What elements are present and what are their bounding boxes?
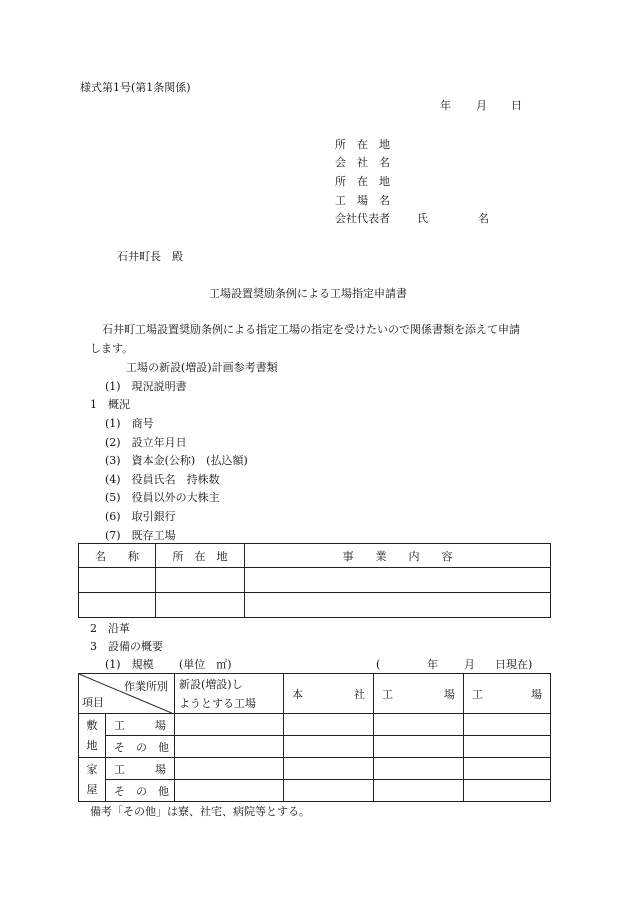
header-item: 項目 <box>82 696 104 709</box>
overview-item: (7) 既存工場 <box>105 529 176 542</box>
table-cell <box>374 714 464 736</box>
form-number: 様式第1号(第1条関係) <box>80 81 191 94</box>
date-year: 年 <box>440 99 451 112</box>
row-factory-a: 工 <box>114 718 125 732</box>
table-cell <box>464 758 551 780</box>
col-new-line-1: 新設(増設)し <box>179 677 243 691</box>
as-of-year: 年 <box>427 658 438 671</box>
col-factory <box>374 674 464 714</box>
addressee: 石井町長 殿 <box>117 250 183 263</box>
scale-label: (1) 規模 <box>105 658 154 671</box>
group-land <box>79 714 106 758</box>
col-factory2-b: 場 <box>531 687 542 701</box>
name-label-mei: 名 <box>478 212 489 225</box>
table-cell <box>284 780 374 802</box>
overview-item: (6) 取引銀行 <box>105 510 176 523</box>
col-factory-b: 場 <box>444 687 455 701</box>
reference-documents: 工場の新設(増設)計画参考書類 <box>126 361 278 374</box>
table-cell <box>79 593 156 618</box>
date-month: 月 <box>476 99 487 112</box>
table-cell <box>374 736 464 758</box>
table-cell <box>464 714 551 736</box>
header-name: 名 称 <box>79 544 156 568</box>
unit-label: (単位 ㎡) <box>179 658 232 671</box>
col-factory2-a: 工 <box>472 687 483 701</box>
table-cell <box>245 568 551 593</box>
table-cell <box>175 714 284 736</box>
header-address: 所 在 地 <box>156 544 245 568</box>
existing-factory-table <box>78 543 551 618</box>
row-factory <box>106 758 175 780</box>
group-land-a: 敷 <box>86 718 98 732</box>
table-cell <box>175 736 284 758</box>
equipment-heading: 3 設備の概要 <box>90 640 163 653</box>
as-of-day: 日現在) <box>495 658 533 671</box>
date-day: 日 <box>511 99 522 112</box>
overview-item: (3) 資本金(公称) (払込額) <box>105 454 248 467</box>
header-workplace: 作業所別 <box>124 680 168 693</box>
col-new-factory <box>175 674 284 714</box>
scale-table <box>78 673 551 802</box>
header-business: 事 業 内 容 <box>245 544 551 568</box>
col-head-b: 社 <box>354 687 365 701</box>
col-head-office <box>284 674 374 714</box>
table-cell <box>464 736 551 758</box>
table-cell <box>156 593 245 618</box>
table-cell <box>175 758 284 780</box>
factory-address-label: 所 在 地 <box>335 175 390 188</box>
row-factory-b: 場 <box>155 718 166 732</box>
row-other: そ の 他 <box>106 736 175 758</box>
overview-item: (5) 役員以外の大株主 <box>105 491 220 504</box>
as-of-month: 月 <box>464 658 475 671</box>
group-building <box>79 758 106 802</box>
row-factory <box>106 714 175 736</box>
table-cell <box>156 568 245 593</box>
overview-heading: 1 概況 <box>90 398 130 411</box>
row-factory-a: 工 <box>114 762 125 776</box>
history-heading: 2 沿革 <box>90 622 130 635</box>
table-cell <box>374 780 464 802</box>
note: 備考「その他」は寮、社宅、病院等とする。 <box>90 805 310 818</box>
company-address-label: 所 在 地 <box>335 138 390 151</box>
as-of-open: ( <box>376 658 381 671</box>
document-title: 工場設置奨励条例による工場指定申請書 <box>209 287 407 300</box>
table-cell <box>245 593 551 618</box>
table-cell <box>284 758 374 780</box>
section1-sub: (1) 現況説明書 <box>105 380 187 393</box>
col-factory-2 <box>464 674 551 714</box>
body-line-1: 石井町工場設置奨励条例による指定工場の指定を受けたいので関係書類を添えて申請 <box>102 323 520 336</box>
table-cell <box>175 780 284 802</box>
group-building-b: 屋 <box>86 782 98 796</box>
table-cell <box>284 714 374 736</box>
name-label-shi: 氏 <box>417 212 428 225</box>
factory-name-label: 工 場 名 <box>335 194 390 207</box>
overview-item: (4) 役員氏名 持株数 <box>105 473 220 486</box>
body-line-2: します。 <box>90 342 134 355</box>
group-building-a: 家 <box>86 762 98 776</box>
company-name-label: 会 社 名 <box>335 156 390 169</box>
overview-item: (1) 商号 <box>105 417 154 430</box>
table-cell <box>464 780 551 802</box>
overview-item: (2) 設立年月日 <box>105 436 187 449</box>
row-other: そ の 他 <box>106 780 175 802</box>
group-land-b: 地 <box>86 738 98 752</box>
table-cell <box>79 568 156 593</box>
diagonal-header-cell <box>79 674 175 714</box>
row-factory-b: 場 <box>155 762 166 776</box>
table-cell <box>374 758 464 780</box>
col-factory-a: 工 <box>382 687 393 701</box>
col-head-a: 本 <box>292 687 303 701</box>
col-new-line-2: ようとする工場 <box>179 696 256 710</box>
table-cell <box>284 736 374 758</box>
representative-label: 会社代表者 <box>335 212 390 225</box>
